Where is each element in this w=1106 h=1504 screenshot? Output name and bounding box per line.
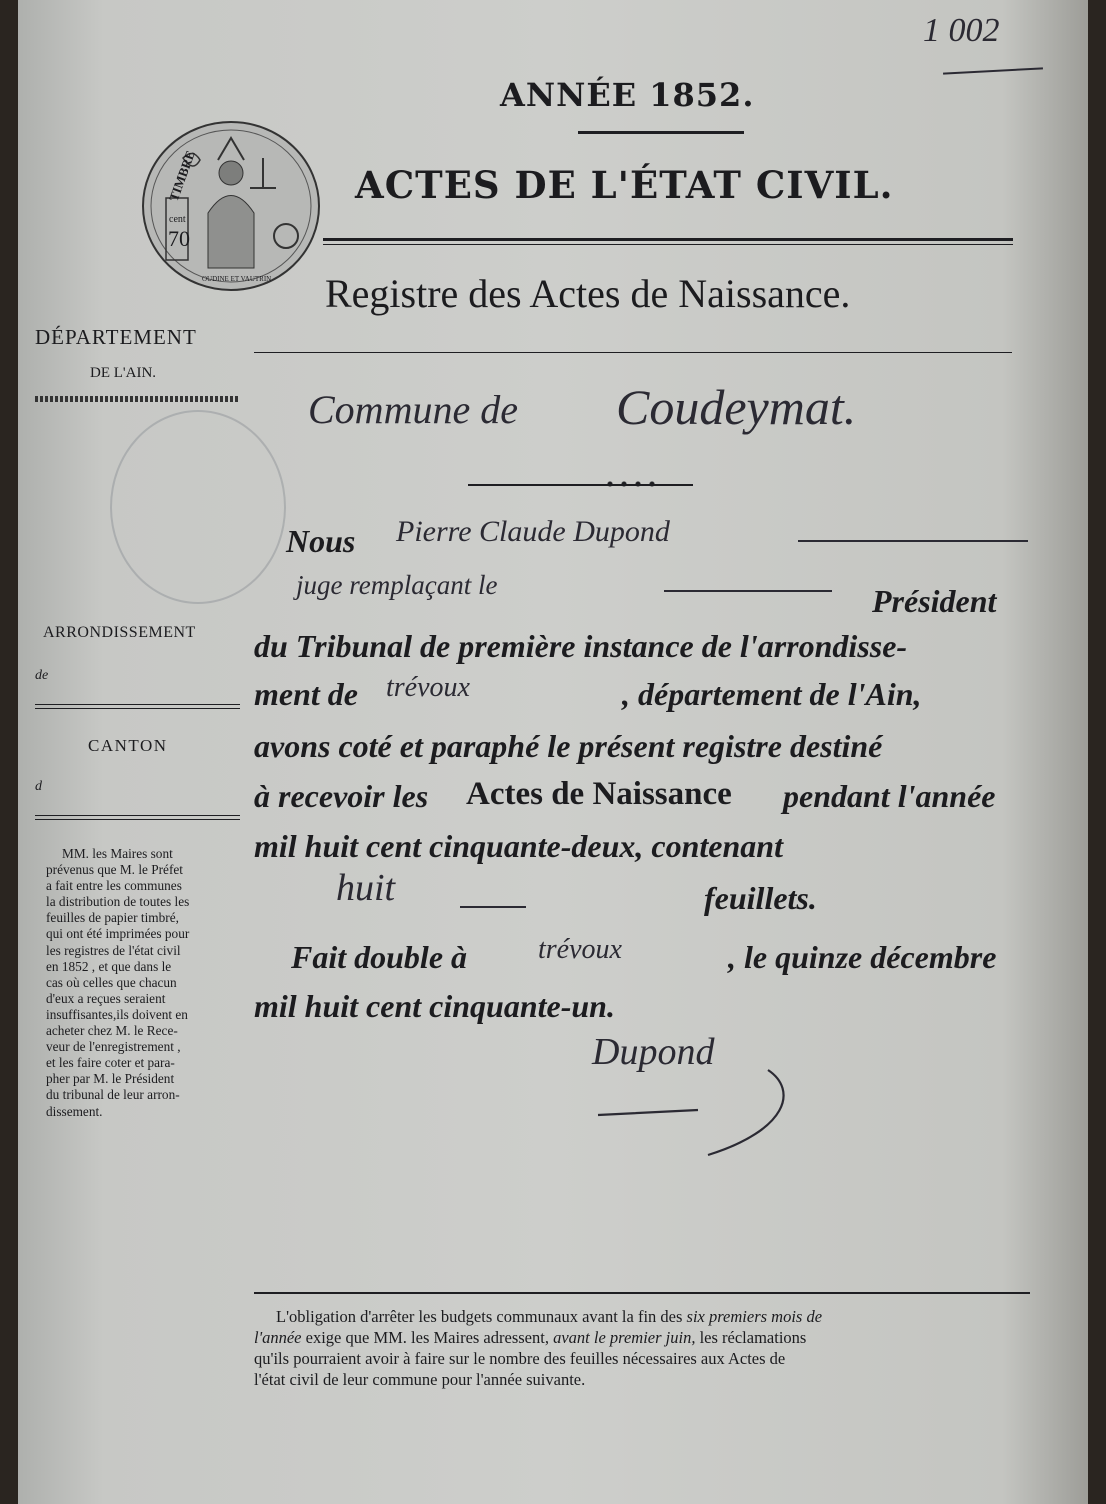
judge-role: juge remplaçant le	[296, 570, 498, 600]
notice-line: cas où celles que chacun	[46, 974, 177, 990]
footer-text: L'obligation d'arrêter les budgets communaux avant la fin des	[276, 1307, 683, 1326]
notice-line: insuffisantes,ils doivent en	[46, 1006, 188, 1022]
notice-line: la distribution de toutes les	[46, 894, 190, 910]
register-rule	[254, 352, 1012, 353]
commune-divider	[468, 484, 693, 486]
notice-line: les registres de l'état civil	[46, 942, 181, 958]
body-line-2: du Tribunal de première instance de l'arrondisse-	[254, 628, 908, 664]
footer-line-1	[254, 1306, 1030, 1327]
body-line-6: mil huit cent cinquante-deux, contenant	[254, 828, 783, 864]
notice-line: a fait entre les communes	[46, 878, 182, 894]
notice-line: et les faire coter et para-	[46, 1055, 175, 1071]
canton-d: d	[35, 779, 42, 794]
footer-line-4: l'état civil de leur commune pour l'année suivante.	[254, 1370, 586, 1389]
feuillets-word: feuillets.	[704, 880, 817, 916]
body-line-5b: Actes de Naissance	[466, 776, 732, 812]
notice-line: prévenus que M. le Préfet	[46, 862, 183, 878]
signature: Dupond	[592, 1031, 715, 1073]
signature-flourish	[588, 1060, 808, 1160]
departement-divider	[35, 396, 240, 402]
stamp-maker: OUDINE ET VAUTRIN	[202, 275, 272, 283]
arrondissement-de: de	[35, 668, 49, 683]
fait-place: trévoux	[538, 934, 622, 965]
stamp-price: 70	[168, 226, 190, 251]
footer-rule	[254, 1292, 1030, 1294]
folio-count-line	[460, 906, 526, 908]
judge-role-line	[664, 590, 832, 592]
footer-italic: l'année	[254, 1328, 302, 1347]
canton-label: CANTON	[88, 736, 168, 755]
body-line-3a: ment de	[254, 676, 358, 712]
footer-text: les réclamations	[699, 1328, 807, 1347]
notice-line: qui ont été imprimées pour	[46, 926, 190, 942]
commune-name: Coudeymat.	[616, 379, 857, 435]
seal-stamp	[110, 410, 286, 604]
commune-label: Commune de	[308, 387, 518, 432]
commune-divider-ornament	[603, 480, 659, 488]
notice-line: d'eux a reçues seraient	[46, 990, 166, 1006]
footer-italic: avant le premier juin,	[553, 1328, 696, 1347]
notice-line: pher par M. le Président	[46, 1071, 175, 1087]
notice-line: du tribunal de leur arron-	[46, 1087, 180, 1103]
footer-note	[254, 1306, 1030, 1390]
acts-title: ACTES DE L'ÉTAT CIVIL.	[355, 163, 894, 207]
canton-rule-top	[35, 815, 240, 816]
page-number-stroke	[943, 67, 1043, 74]
folio-count: huit	[336, 867, 396, 909]
arrondissement-rule-bottom	[35, 708, 240, 709]
departement-value: DE L'AIN.	[90, 365, 157, 381]
footer-text: exige que MM. les Maires adressent,	[305, 1328, 549, 1347]
notice-line: feuilles de papier timbré,	[46, 910, 179, 926]
arrondissement-rule-top	[35, 704, 240, 705]
fait-date: , le quinze décembre	[728, 939, 997, 975]
tax-stamp-icon	[138, 118, 324, 294]
notice-line: veur de l'enregistrement ,	[46, 1039, 181, 1055]
tax-stamp	[138, 118, 324, 294]
footer-line-2	[254, 1327, 1030, 1348]
year-heading: ANNÉE 1852.	[500, 76, 755, 114]
register-title: Registre des Actes de Naissance.	[325, 271, 851, 316]
register-page	[18, 0, 1088, 1504]
canton-rule-bottom	[35, 819, 240, 820]
year-divider	[578, 131, 744, 134]
stamp-price-label: cent	[169, 214, 186, 225]
title-rule-top	[323, 238, 1013, 241]
title-rule-bottom	[323, 244, 1013, 245]
mayor-notice	[46, 846, 246, 1120]
body-line-3b: , département de l'Ain,	[622, 676, 922, 712]
footer-italic: six premiers mois de	[686, 1307, 823, 1326]
judge-name-line	[798, 540, 1028, 542]
notice-line: dissement.	[46, 1103, 103, 1119]
judge-name: Pierre Claude Dupond	[396, 515, 670, 548]
president-word: Président	[872, 583, 997, 619]
body-line-5a: à recevoir les	[254, 778, 429, 814]
notice-line: en 1852 , et que dans le	[46, 958, 172, 974]
body-line-4: avons coté et paraphé le présent registre destiné	[254, 728, 883, 764]
fait-double: Fait double à	[291, 939, 468, 975]
notice-line: acheter chez M. le Rece-	[46, 1023, 178, 1039]
footer-line-3: qu'ils pourraient avoir à faire sur le nombre des feuilles nécessaires aux Actes de	[254, 1349, 786, 1368]
body-line-9: mil huit cent cinquante-un.	[254, 988, 615, 1024]
departement-label: DÉPARTEMENT	[35, 325, 197, 349]
arrondissement-label: ARRONDISSEMENT	[43, 624, 196, 641]
page-number: 1 002	[923, 12, 1000, 49]
nous-word: Nous	[286, 523, 356, 559]
arrondissement-name: trévoux	[386, 672, 470, 703]
stamp-label-top: TIMBRE	[165, 148, 198, 204]
notice-line: MM. les Maires sont	[62, 846, 173, 861]
body-line-5c: pendant l'année	[783, 778, 996, 814]
